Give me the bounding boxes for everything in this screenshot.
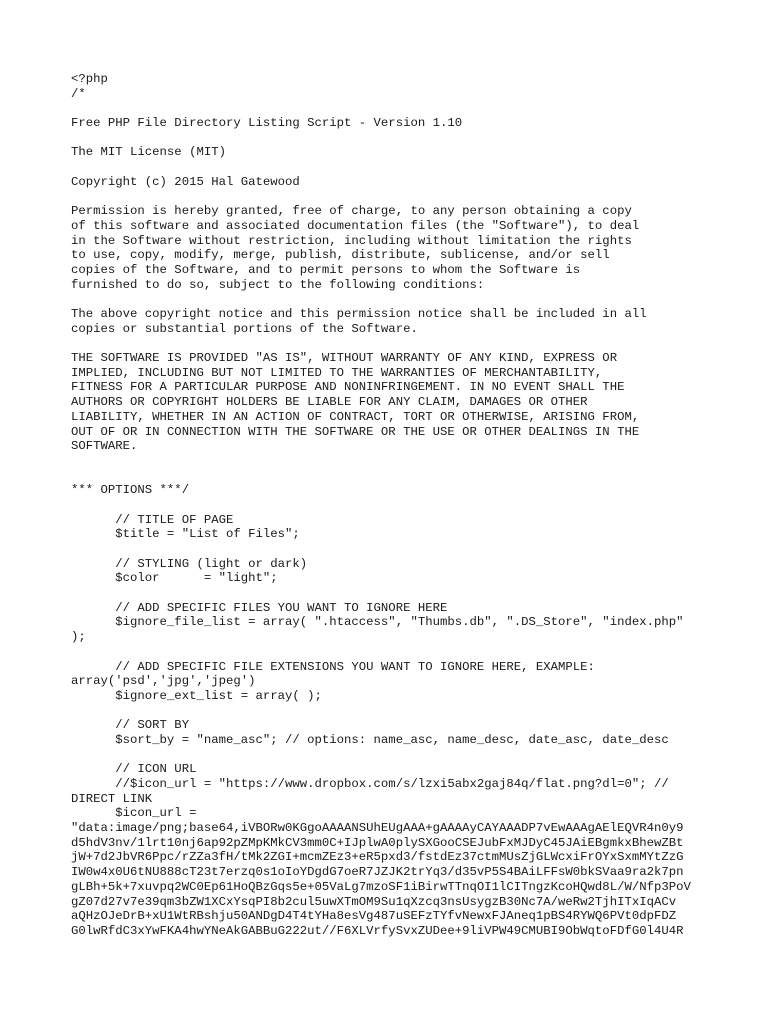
code-line: ); xyxy=(71,630,86,645)
php-source-code xyxy=(71,72,691,939)
code-line: Copyright (c) 2015 Hal Gatewood xyxy=(71,174,300,189)
code-line: OUT OF OR IN CONNECTION WITH THE SOFTWARE OR THE USE OR OTHER DEALINGS IN THE xyxy=(71,424,640,439)
blank-line xyxy=(71,586,691,601)
blank-line xyxy=(71,645,691,660)
code-line: SOFTWARE. xyxy=(71,439,138,454)
code-line: gZ07d27v7e39qm3bZW1XCxYsqPI8b2cul5uwXTmOM9Su1qXzcq3nsUsygzB30Nc7A/weRw2TjhITxIqACv xyxy=(71,894,677,909)
blank-line xyxy=(71,748,691,763)
code-line: of this software and associated documentation files (the "Software"), to deal xyxy=(71,218,640,233)
code-line: $ignore_ext_list = array( ); xyxy=(71,688,322,703)
code-line: aQHzOJeDrB+xU1WtRBshju50ANDgD4T4tYHa8esVg487uSEFzTYfvNewxFJAneq1pBS4RYWQ6PVt0dpFDZ xyxy=(71,909,677,924)
code-line: array('psd','jpg','jpeg') xyxy=(71,674,256,689)
code-line: DIRECT LINK xyxy=(71,791,153,806)
code-line: Permission is hereby granted, free of charge, to any person obtaining a copy xyxy=(71,204,632,219)
code-line: to use, copy, modify, merge, publish, distribute, sublicense, and/or sell xyxy=(71,248,610,263)
code-line: $sort_by = "name_asc"; // options: name_asc, name_desc, date_asc, date_desc xyxy=(71,732,669,747)
code-line: furnished to do so, subject to the following conditions: xyxy=(71,277,485,292)
code-line: /* xyxy=(71,86,86,101)
code-line: The above copyright notice and this permission notice shall be included in all xyxy=(71,307,647,321)
code-line: G0lwRfdC3xYwFKA4hwYNeAkGABBuG222ut//F6XLVrfySvxZUDee+9liVPW49CMUBI9ObWqtoFDfG0l4U4R xyxy=(71,923,684,938)
code-line: // ADD SPECIFIC FILES YOU WANT TO IGNORE HERE xyxy=(71,600,448,615)
code-line: The MIT License (MIT) xyxy=(71,145,226,160)
blank-line xyxy=(71,454,691,469)
blank-line xyxy=(71,704,691,719)
code-line: // ICON URL xyxy=(71,762,197,777)
blank-line xyxy=(71,469,691,484)
code-line: IMPLIED, INCLUDING BUT NOT LIMITED TO THE WARRANTIES OF MERCHANTABILITY, xyxy=(71,365,603,380)
code-line: jW+7d2JbVR6Ppc/rZZa3fH/tMk2ZGI+mcmZEz3+eR5pxd3/fstdEz37ctmMUsZjGLWcxiFrOYxSxmMYtZzG xyxy=(71,850,684,865)
code-line: d5hdV3nv/1lrt10nj6ap92pZMpKMkCV3mm0C+IJplwA0plySXGooCSEJubFxMJDyC45JAiEBgmkxBhewZBt xyxy=(71,835,684,850)
blank-line xyxy=(71,101,691,116)
code-line: IW0w4x0U6tNU888cT23t7erzq0s1oIoYDgdG7oeR7JZJK2trYq3/d35vP5S4BAiLFFsW0bkSVaa9ra2k7pn xyxy=(71,865,684,880)
code-line: // SORT BY xyxy=(71,718,190,733)
code-line: AUTHORS OR COPYRIGHT HOLDERS BE LIABLE FOR ANY CLAIM, DAMAGES OR OTHER xyxy=(71,395,588,410)
code-line: $color = "light"; xyxy=(71,571,278,586)
code-line: gLBh+5k+7xuvpq2WC0Ep61HoQBzGqs5e+05VaLg7mzoSF1iBirwTTnqOI1lCITngzKcoHQwd8L/W/Nfp3PoV xyxy=(71,879,691,894)
code-line: *** OPTIONS ***/ xyxy=(71,483,190,498)
code-line: copies or substantial portions of the Software. xyxy=(71,321,418,336)
code-line: //$icon_url = "https://www.dropbox.com/s/lzxi5abx2gaj84q/flat.png?dl=0"; // xyxy=(71,777,669,791)
code-line: <?php xyxy=(71,72,108,86)
code-line: $title = "List of Files"; xyxy=(71,527,300,542)
code-line: // STYLING (light or dark) xyxy=(71,556,308,571)
blank-line xyxy=(71,498,691,513)
code-line: copies of the Software, and to permit persons to whom the Software is xyxy=(71,262,581,277)
blank-line xyxy=(71,336,691,351)
code-line: in the Software without restriction, including without limitation the rights xyxy=(71,233,632,248)
code-line: $icon_url = xyxy=(71,806,197,821)
code-line: LIABILITY, WHETHER IN AN ACTION OF CONTRACT, TORT OR OTHERWISE, ARISING FROM, xyxy=(71,409,640,424)
blank-line xyxy=(71,190,691,205)
code-line: Free PHP File Directory Listing Script - Version 1.10 xyxy=(71,116,463,131)
code-line: // ADD SPECIFIC FILE EXTENSIONS YOU WANT TO IGNORE HERE, EXAMPLE: xyxy=(71,659,595,674)
code-line: THE SOFTWARE IS PROVIDED "AS IS", WITHOUT WARRANTY OF ANY KIND, EXPRESS OR xyxy=(71,351,618,366)
code-line: $ignore_file_list = array( ".htaccess", "Thumbs.db", ".DS_Store", "index.php" xyxy=(71,615,684,630)
code-line: // TITLE OF PAGE xyxy=(71,512,234,527)
code-line: "data:image/png;base64,iVBORw0KGgoAAAANSUhEUgAAA+gAAAAyCAYAAADP7vEwAAAgAElEQVR4n0y9 xyxy=(71,821,684,836)
code-line: FITNESS FOR A PARTICULAR PURPOSE AND NONINFRINGEMENT. IN NO EVENT SHALL THE xyxy=(71,380,625,395)
blank-line xyxy=(71,131,691,146)
blank-line xyxy=(71,542,691,557)
blank-line xyxy=(71,160,691,175)
blank-line xyxy=(71,292,691,307)
